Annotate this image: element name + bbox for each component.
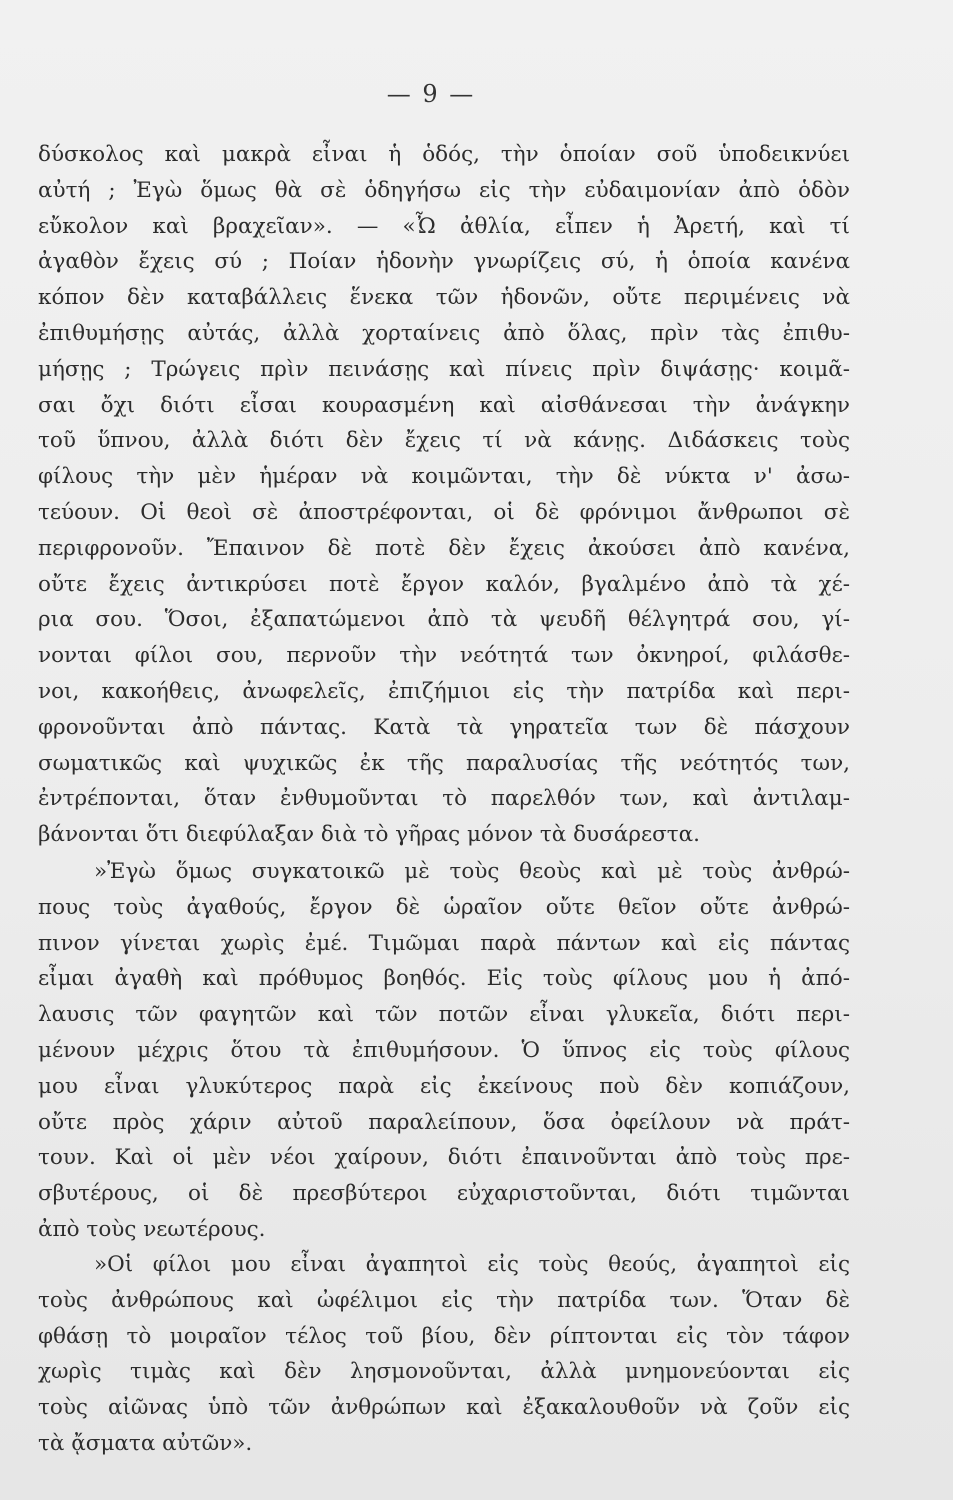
paragraph-2: [38, 854, 850, 1248]
text-line: τὰ ᾄσματα αὐτῶν».: [38, 1430, 253, 1456]
text-line: βάνονται ὅτι διεφύλαξαν διὰ τὸ γῆρας μόνον τὰ δυσάρεστα.: [38, 822, 701, 848]
text-line: τοὺς ἀνθρώπους καὶ ὠφέλιμοι εἰς τὴν πατρίδα των. Ὅταν δὲ: [38, 1287, 850, 1313]
text-line: τεύουν. Οἱ θεοὶ σὲ ἀποστρέφονται, οἱ δὲ φρόνιμοι ἄνθρωποι σὲ: [38, 499, 850, 525]
text-line: αὐτή ; Ἐγὼ ὅμως θὰ σὲ ὁδηγήσω εἰς τὴν εὐδαιμονίαν ἀπὸ ὁδὸν: [38, 177, 850, 203]
text-line: φθάσῃ τὸ μοιραῖον τέλος τοῦ βίου, δὲν ρίπτονται εἰς τὸν τάφον: [38, 1323, 850, 1349]
text-line: ἀπὸ τοὺς νεωτέρους.: [38, 1216, 266, 1242]
text-line: »Ἐγὼ ὅμως συγκατοικῶ μὲ τοὺς θεοὺς καὶ μὲ τοὺς ἀνθρώ-: [94, 859, 850, 884]
text-line: χωρὶς τιμὰς καὶ δὲν λησμονοῦνται, ἀλλὰ μνημονεύονται εἰς: [38, 1359, 850, 1385]
text-line: τοὺς αἰῶνας ὑπὸ τῶν ἀνθρώπων καὶ ἐξακαλουθοῦν νὰ ζοῦν εἰς: [38, 1395, 850, 1421]
text-line: φρονοῦνται ἀπὸ πάντας. Κατὰ τὰ γηρατεῖα των δὲ πάσχουν: [38, 714, 850, 740]
text-line: »Οἱ φίλοι μου εἶναι ἀγαπητοὶ εἰς τοὺς θεούς, ἀγαπητοὶ εἰς: [94, 1252, 850, 1277]
text-line: εὔκολον καὶ βραχεῖαν». — «Ὦ ἀθλία, εἶπεν ἡ Ἀρετή, καὶ τί: [38, 213, 850, 239]
text-line: νοι, κακοήθεις, ἀνωφελεῖς, ἐπιζήμιοι εἰς τὴν πατρίδα καὶ περι-: [38, 678, 850, 704]
text-line: μένουν μέχρις ὅτου τὰ ἐπιθυμήσουν. Ὁ ὕπνος εἰς τοὺς φίλους: [38, 1037, 850, 1063]
text-line: περιφρονοῦν. Ἔπαινον δὲ ποτὲ δὲν ἔχεις ἀκούσει ἀπὸ κανένα,: [38, 535, 850, 561]
text-line: μου εἶναι γλυκύτερος παρὰ εἰς ἐκείνους ποὺ δὲν κοπιάζουν,: [38, 1073, 850, 1099]
text-line: ἀγαθὸν ἔχεις σύ ; Ποίαν ἡδονὴν γνωρίζεις σύ, ἡ ὁποία κανένα: [38, 249, 850, 275]
text-line: μήσῃς ; Τρώγεις πρὶν πεινάσῃς καὶ πίνεις πρὶν διψάσῃς· κοιμᾶ-: [38, 356, 850, 382]
text-line: λαυσις τῶν φαγητῶν καὶ τῶν ποτῶν εἶναι γλυκεῖα, διότι περι-: [38, 1002, 850, 1028]
text-line: πινον γίνεται χωρὶς ἐμέ. Τιμῶμαι παρὰ πάντων καὶ εἰς πάντας: [38, 930, 850, 956]
text-line: τουν. Καὶ οἱ μὲν νέοι χαίρουν, διότι ἐπαινοῦνται ἀπὸ τοὺς πρε-: [38, 1145, 850, 1171]
text-line: κόπον δὲν καταβάλλεις ἕνεκα τῶν ἡδονῶν, οὔτε περιμένεις νὰ: [38, 285, 850, 311]
text-line: σωματικῶς καὶ ψυχικῶς ἐκ τῆς παραλυσίας τῆς νεότητός των,: [38, 750, 850, 776]
text-line: ἐντρέπονται, ὅταν ἐνθυμοῦνται τὸ παρελθόν των, καὶ ἀντιλαμ-: [38, 786, 850, 812]
text-line: οὔτε ἔχεις ἀντικρύσει ποτὲ ἔργον καλόν, βγαλμένο ἀπὸ τὰ χέ-: [38, 571, 850, 597]
text-line: πους τοὺς ἀγαθούς, ἔργον δὲ ὡραῖον οὔτε θεῖον οὔτε ἀνθρώ-: [38, 894, 850, 920]
text-line: τοῦ ὕπνου, ἀλλὰ διότι δὲν ἔχεις τί νὰ κάνῃς. Διδάσκεις τοὺς: [38, 428, 850, 454]
text-line: νονται φίλοι σου, περνοῦν τὴν νεότητά των ὀκνηροί, φιλάσθε-: [38, 643, 850, 669]
text-line: εἶμαι ἀγαθὴ καὶ πρόθυμος βοηθός. Εἰς τοὺς φίλους μου ἡ ἀπό-: [38, 966, 850, 992]
paragraph-3: [38, 1247, 850, 1462]
text-line: ρια σου. Ὅσοι, ἐξαπατώμενοι ἀπὸ τὰ ψευδῆ θέλγητρά σου, γί-: [38, 607, 850, 633]
text-line: σαι ὄχι διότι εἶσαι κουρασμένη καὶ αἰσθάνεσαι τὴν ἀνάγκην: [38, 392, 850, 418]
text-line: οὔτε πρὸς χάριν αὐτοῦ παραλείπουν, ὅσα ὀφείλουν νὰ πράτ-: [38, 1109, 850, 1135]
page-number: — 9 —: [386, 80, 476, 108]
text-line: ἐπιθυμήσῃς αὐτάς, ἀλλὰ χορταίνεις ἀπὸ ὅλας, πρὶν τὰς ἐπιθυ-: [38, 320, 850, 346]
text-line: φίλους τὴν μὲν ἡμέραν νὰ κοιμῶνται, τὴν δὲ νύκτα ν' ἀσω-: [38, 464, 850, 490]
paragraph-1: [38, 137, 850, 853]
text-line: σβυτέρους, οἱ δὲ πρεσβύτεροι εὐχαριστοῦνται, διότι τιμῶνται: [38, 1181, 850, 1207]
text-line: δύσκολος καὶ μακρὰ εἶναι ἡ ὁδός, τὴν ὁποίαν σοῦ ὑποδεικνύει: [38, 142, 850, 167]
